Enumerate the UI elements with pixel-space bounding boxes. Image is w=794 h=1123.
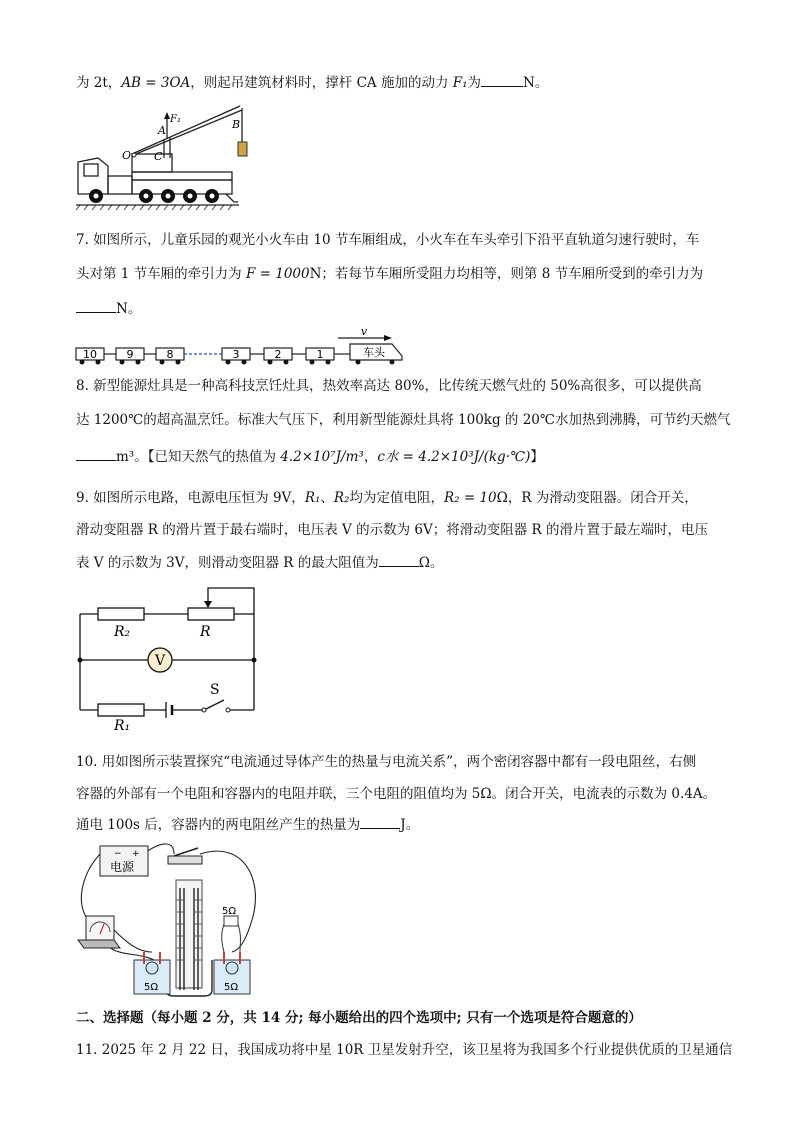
label-r2: R₂	[114, 624, 131, 640]
label-r: R	[200, 624, 211, 640]
power-label: 电源	[110, 860, 135, 874]
velocity-label: v	[360, 326, 368, 338]
q9-line2: 滑动变阻器 R 的滑片置于最右端时，电压表 V 的示数为 6V；将滑动变阻器 R 的滑片置于最左端时，电压	[76, 522, 708, 538]
resistor-r1	[98, 704, 144, 716]
engine-label: 车头	[363, 346, 385, 359]
label-v: V	[155, 653, 166, 669]
label-a: A	[158, 124, 166, 137]
answer-blank[interactable]	[481, 72, 523, 87]
svg-text:+: +	[132, 849, 140, 859]
section-heading: 二、选择题（每小题 2 分，共 14 分; 每小题给出的四个选项中; 只有一个选项是符合题意的）	[76, 1010, 642, 1026]
label-r-right: 5Ω	[224, 982, 239, 993]
q11-line1: 11. 2025 年 2 月 22 日，我国成功将中星 10R 卫星发射升空，该卫星将为我国多个行业提供优质的卫星通信	[76, 1042, 733, 1058]
train-figure	[74, 326, 414, 366]
q9-line1: 9. 如图所示电路，电源电压恒为 9V，R₁、R₂均为定值电阻，R₂ = 10Ω，R 为滑动变阻器。闭合开关，	[76, 490, 698, 506]
q8-line3: m³。【已知天然气的热值为 4.2×10⁷J/m³，c水 = 4.2×10³J/(kg·℃)】	[76, 446, 544, 467]
car-label: 9	[126, 348, 134, 361]
label-b: B	[232, 118, 241, 131]
q7-line2: 头对第 1 节车厢的牵引力为 F = 1000N；若每节车厢所受阻力均相等，则第 8 节车厢所受到的牵引力为	[76, 266, 704, 282]
q10-line1: 10. 用如图所示装置探究“电流通过导体产生的热量与电流关系”，两个密闭容器中都有一段电阻丝，右侧	[76, 754, 697, 770]
q9-line3: 表 V 的示数为 3V，则滑动变阻器 R 的最大阻值为 Ω。	[76, 552, 443, 573]
q8-line2: 达 1200℃的超高温烹饪。标准大气压下，利用新型能源灶具将 100kg 的 20℃水加热到沸腾，可节约天燃气	[76, 412, 731, 428]
label-r-left: 5Ω	[144, 982, 159, 993]
label-c: C	[154, 150, 163, 163]
label-s: S	[210, 682, 220, 698]
label-f1: F₁	[170, 114, 181, 125]
q10-line2: 容器的外部有一个电阻和容器内的电阻并联，三个电阻的阻值均为 5Ω。闭合开关，电流表的示数为 0.4A。	[76, 786, 717, 802]
q8-line1: 8. 新型能源灶具是一种高科技烹饪灶具，热效率高达 80%，比传统天燃气灶的 50%高很多，可以提供高	[76, 378, 702, 394]
q6-text: 为 2t，AB = 3OA，则起吊建筑材料时，撑杆 CA 施加的动力 F₁为 N。	[76, 72, 548, 93]
answer-blank[interactable]	[360, 814, 400, 829]
car-label: 10	[83, 348, 97, 361]
answer-blank[interactable]	[379, 552, 419, 567]
answer-blank[interactable]	[76, 446, 116, 461]
car-label: 1	[316, 348, 324, 361]
math-f1: F₁	[452, 75, 468, 91]
joule-heating-apparatus-figure	[74, 840, 274, 1000]
circuit-figure	[74, 584, 274, 734]
svg-text:−: −	[114, 849, 122, 859]
math-f: F = 1000	[245, 266, 310, 282]
car-label: 3	[232, 348, 240, 361]
resistor-r2	[98, 608, 144, 620]
math-ab: AB = 3OA	[121, 75, 191, 91]
q7-line3: N。	[76, 298, 141, 319]
car-label: 2	[274, 348, 282, 361]
ammeter	[86, 916, 114, 940]
crane-truck-figure	[74, 102, 254, 212]
q7-line1: 7. 如图所示，儿童乐园的观光小火车由 10 节车厢组成，小火车在车头牵引下沿平直轨道匀速行驶时，车	[76, 232, 700, 248]
label-r1: R₁	[114, 718, 131, 734]
label-o: O	[122, 149, 132, 162]
car-label: 8	[166, 348, 174, 361]
q10-line3: 通电 100s 后，容器内的两电阻丝产生的热量为 J。	[76, 814, 419, 835]
switch	[168, 856, 202, 864]
external-resistor	[224, 916, 238, 926]
answer-blank[interactable]	[76, 298, 116, 313]
slide-rheostat-r	[188, 608, 234, 620]
label-r-ext: 5Ω	[222, 906, 237, 917]
